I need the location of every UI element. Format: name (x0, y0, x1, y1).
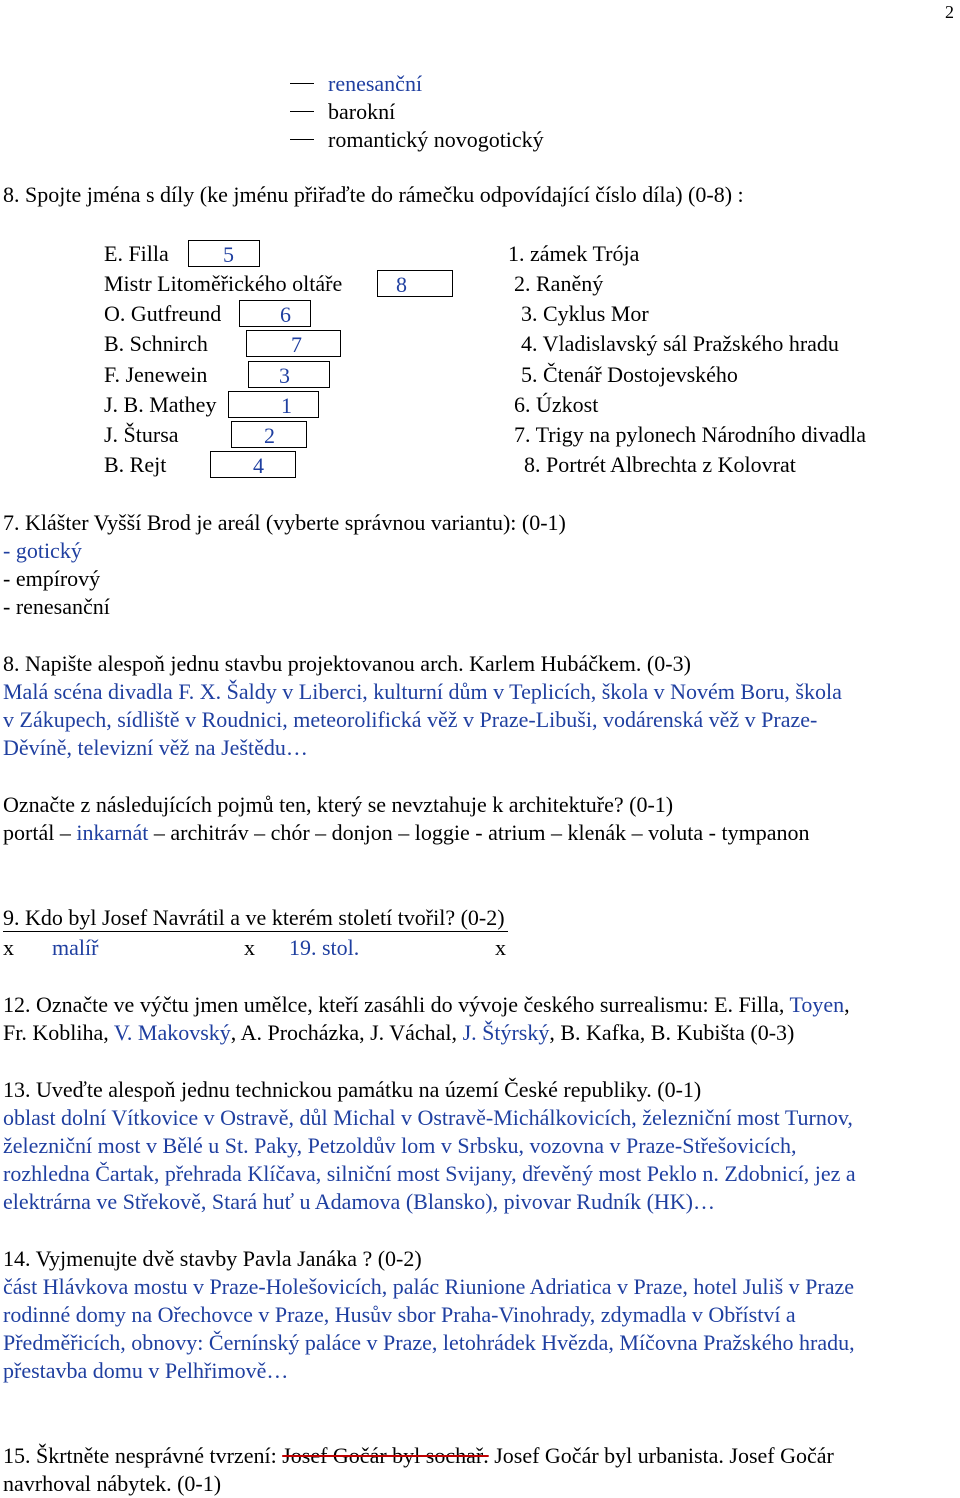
answer-role[interactable]: malíř (52, 935, 99, 960)
mark-x: x (244, 935, 255, 960)
match-name: J. Štursa (104, 422, 179, 447)
answer-line: Předměřicích, obnovy: Černínský paláce v Praze, letohrádek Hvězda, Míčovna Pražského hradu, (3, 1330, 855, 1355)
question-15-line: 15. Škrtněte nesprávné tvrzení: Josef Gočár byl sochař. Josef Gočár byl urbanista. Josef Gočár (3, 1443, 834, 1468)
answer-line: železniční most v Bělé u St. Paky, Petzoldův lom v Srbsku, vozovna v Praze-Střešovicích, (3, 1133, 797, 1158)
struck-statement: Josef Gočár byl sochař. (282, 1443, 489, 1468)
match-work: 4. Vladislavský sál Pražského hradu (521, 331, 839, 356)
match-work: 8. Portrét Albrechta z Kolovrat (524, 452, 796, 477)
dash-icon (290, 111, 314, 112)
terms-answer: inkarnát (76, 820, 149, 845)
match-work: 1. zámek Trója (508, 241, 640, 266)
answer-line: v Zákupech, sídliště v Roudnici, meteorolifická věž v Praze-Libuši, vodárenská věž v Praze- (3, 707, 818, 732)
question-8-title: 8. Napište alespoň jednu stavbu projektovanou arch. Karlem Hubáčkem. (0-3) (3, 651, 691, 676)
match-name: O. Gutfreund (104, 301, 222, 326)
match-work: 7. Trigy na pylonech Národního divadla (514, 422, 866, 447)
answer-row (3, 931, 508, 961)
answer-box[interactable]: 8 (377, 270, 453, 297)
answer-line: část Hlávkova mostu v Praze-Holešovicích, palác Riunione Adriatica v Praze, hotel Juliš v Praze (3, 1274, 855, 1299)
answer-line: oblast dolní Vítkovice v Ostravě, důl Michal v Ostravě-Michálkovicích, železniční most Turnov, (3, 1105, 853, 1130)
answer-box[interactable]: 6 (239, 300, 311, 327)
question-13-title: 13. Uveďte alespoň jednu technickou památku na území České republiky. (0-1) (3, 1077, 702, 1102)
style-list-item: romantický novogotický (290, 126, 544, 154)
page-number: 2 (945, 2, 954, 22)
answer-box[interactable]: 2 (231, 421, 307, 448)
answer-line: rodinné domy na Ořechovce v Praze, Husův sbor Praha-Vinohrady, zdymadla v Obříství a (3, 1302, 796, 1327)
answer-box[interactable]: 1 (228, 391, 319, 418)
match-work: 6. Úzkost (514, 392, 599, 417)
answer-box[interactable]: 5 (188, 240, 260, 267)
match-work: 5. Čtenář Dostojevského (521, 362, 738, 387)
question-12-line: 12. Označte ve výčtu jmen umělce, kteří zasáhli do vývoje českého surrealismu: E. Filla, Toyen, (3, 992, 850, 1017)
option-item: - empírový (3, 566, 101, 591)
answer-line: přestavba domu v Pelhřimově… (3, 1358, 289, 1383)
question-14-title: 14. Vyjmenujte dvě stavby Pavla Janáka ? (0-2) (3, 1246, 422, 1271)
dash-icon (290, 139, 314, 140)
answer-box[interactable]: 4 (210, 451, 296, 478)
answer-box[interactable]: 7 (246, 330, 341, 357)
question-arch-title: Označte z následujících pojmů ten, který se nevztahuje k architektuře? (0-1) (3, 792, 674, 817)
match-name: B. Schnirch (104, 331, 208, 356)
mark-x: x (495, 935, 506, 960)
style-list-item: barokní (290, 98, 395, 126)
mark-x: x (3, 935, 14, 960)
question-7-title: 7. Klášter Vyšší Brod je areál (vyberte správnou variantu): (0-1) (3, 510, 566, 535)
question-12-line: Fr. Kobliha, V. Makovský, A. Procházka, J. Váchal, J. Štýrský, B. Kafka, B. Kubišta (0-3) (3, 1020, 795, 1045)
match-name: B. Rejt (104, 452, 167, 477)
match-work: 3. Cyklus Mor (521, 301, 649, 326)
match-name: J. B. Mathey (104, 392, 217, 417)
match-name: F. Jenewein (104, 362, 208, 387)
answer-line: elektrárna ve Střekově, Stará huť u Adamova (Blansko), pivovar Rudník (HK)… (3, 1189, 716, 1214)
answer-century[interactable]: 19. stol. (289, 935, 360, 960)
option-item: - renesanční (3, 594, 110, 619)
answer-line: Děvíně, televizní věž na Ještědu… (3, 735, 308, 760)
question-9-title: 9. Kdo byl Josef Navrátil a ve kterém století tvořil? (0-2) (3, 905, 505, 930)
question-match-title: 8. Spojte jména s díly (ke jménu přiřaďte do rámečku odpovídající číslo díla) (0-8) : (3, 182, 744, 207)
answer-line: Malá scéna divadla F. X. Šaldy v Liberci, kulturní dům v Teplicích, škola v Novém Boru, škola (3, 679, 842, 704)
terms-line: portál – inkarnát – architráv – chór – donjon – loggie - atrium – klenák – voluta - tympanon (3, 820, 810, 845)
question-15-line: navrhoval nábytek. (0-1) (3, 1471, 222, 1496)
answer-line: rozhledna Čartak, přehrada Klíčava, silniční most Svijany, dřevěný most Peklo n. Zdobnicí, jez a (3, 1161, 856, 1186)
match-name: Mistr Litoměřického oltáře (104, 271, 343, 296)
style-list-item: renesanční (290, 70, 422, 98)
match-name: E. Filla (104, 241, 169, 266)
dash-icon (290, 83, 314, 84)
answer-box[interactable]: 3 (248, 361, 330, 388)
option-item: - gotický (3, 538, 82, 563)
match-work: 2. Raněný (514, 271, 604, 296)
